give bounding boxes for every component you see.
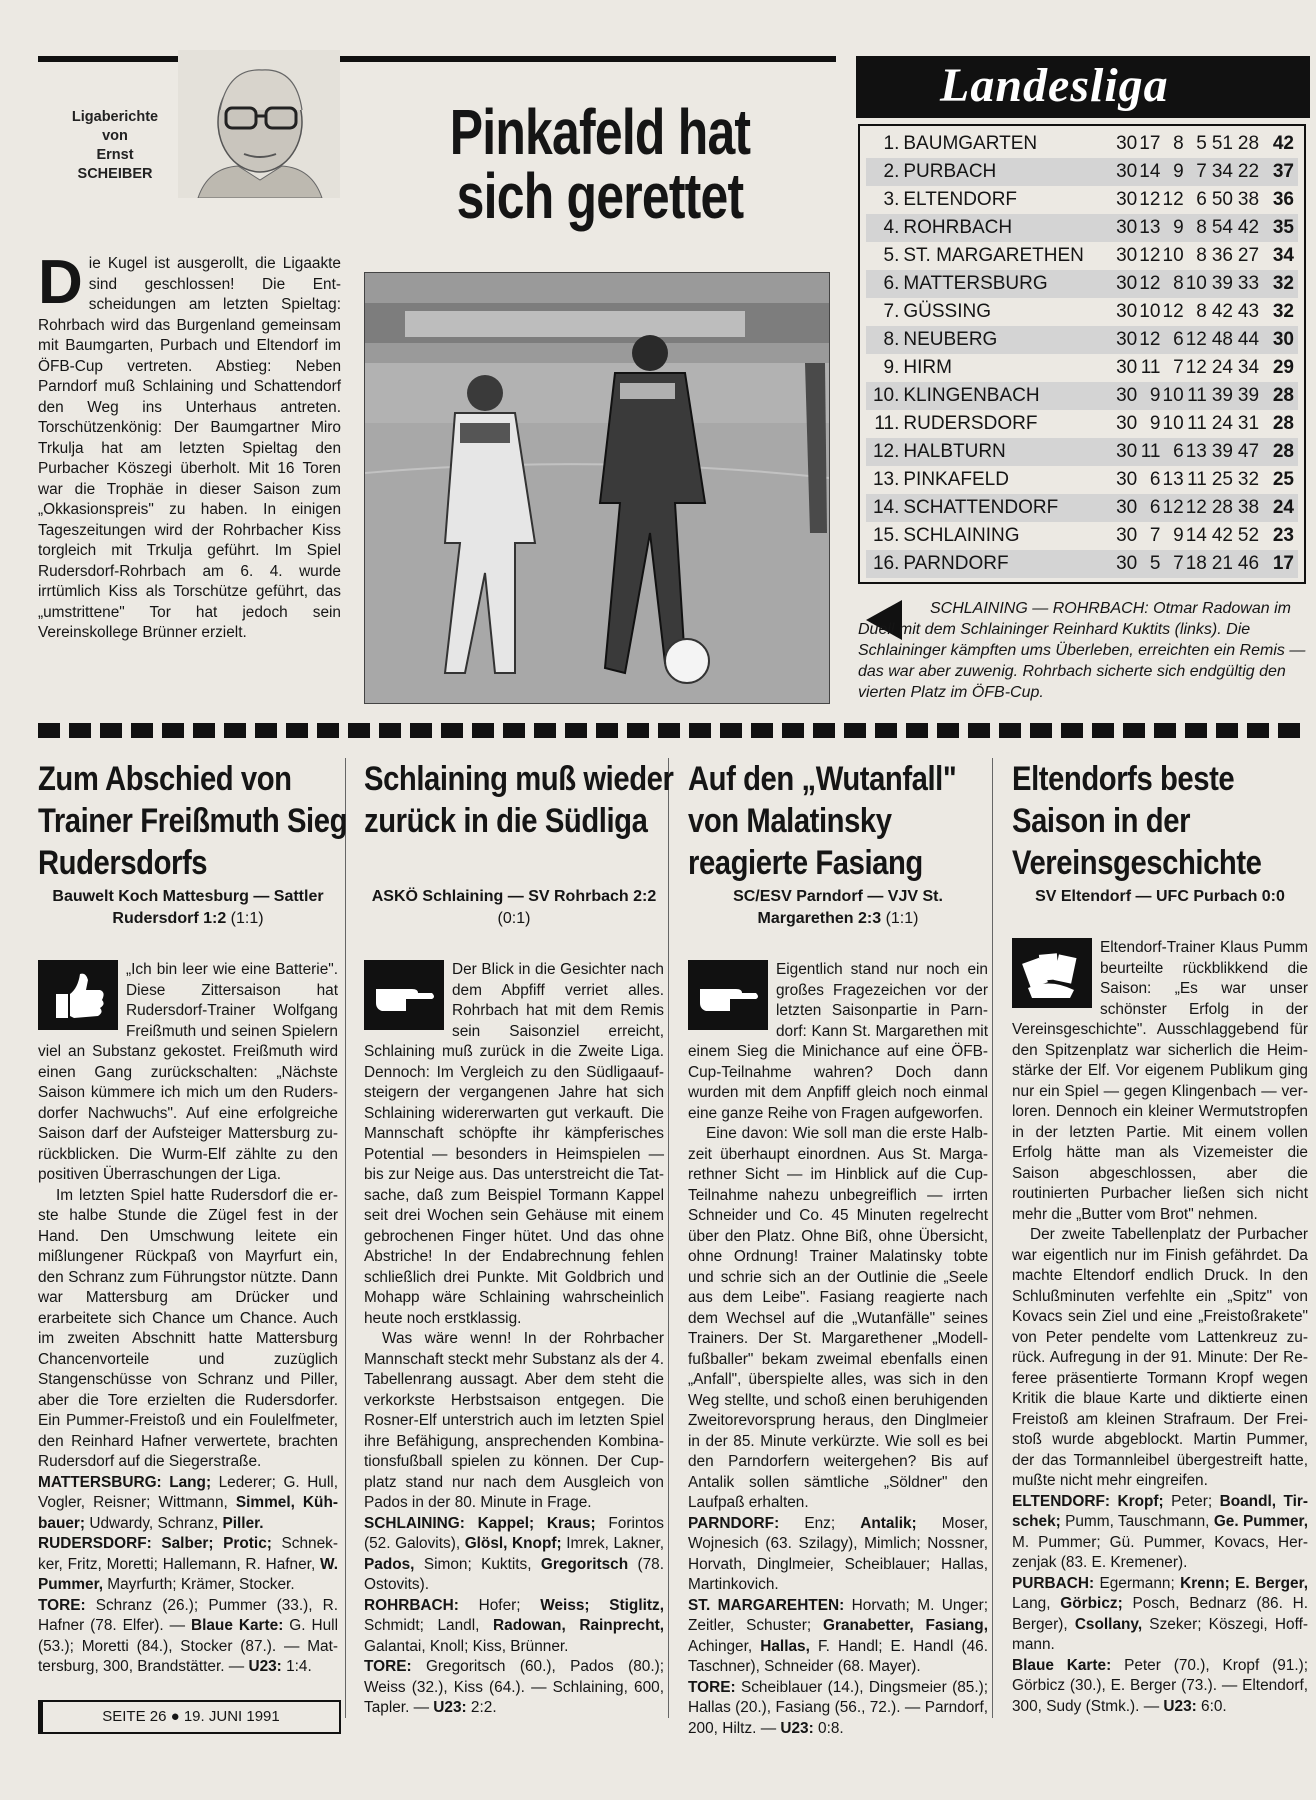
divider-square	[224, 723, 246, 738]
cell-team-name: NEUBERG	[903, 326, 1111, 354]
divider-square	[38, 723, 60, 738]
cell-draws: 7	[1173, 357, 1184, 378]
cell-goals-against: 27	[1237, 245, 1260, 266]
divider-square	[1247, 723, 1269, 738]
article-1-title: Zum Abschied von Trainer Freißmuth Sieg Rudersdorfs	[38, 760, 348, 882]
league-table-row	[866, 130, 1298, 158]
divider-square	[813, 723, 835, 738]
page-footer: SEITE 26 ● 19. JUNI 1991	[38, 1700, 341, 1734]
cell-draws: 6	[1160, 326, 1183, 354]
cell-goals-against: 33	[1233, 270, 1259, 298]
league-table-row	[866, 326, 1298, 354]
article-4-p1: Eltendorf-Trainer Klaus Pumm beurteilte rückblikkend die Saison: „Es war unser schönster Erfolg in der Vereinsgeschichte". Ausschlaggebend für den Spitzenplatz war sicherlich die Heimstärke der Elf. Vor eigenem Publikum ging nur ein Spiel — gegen Klingenbach — verloren. Dennoch ein kleiner Wermutstropfen in der letzten Partie. Mit einem vollen Erfolg hätte man als Vizemeister die Saison abgeschlossen, aber die routinierten Purbacher ließen sich nicht mehr die „Butter vom Brot" nehmen.	[1012, 939, 1308, 1223]
article-eltendorf	[1012, 758, 1308, 1717]
cell-games: 30	[1116, 189, 1138, 210]
cell-team-name: SCHLAINING	[903, 525, 1020, 546]
cell-losses: 11	[1184, 382, 1207, 410]
cell-team-name: MATTERSBURG	[903, 270, 1111, 298]
divider-square	[751, 723, 773, 738]
cell-games: 30	[1116, 469, 1138, 490]
cell-team-name: RUDERSDORF	[903, 413, 1038, 434]
cell-goals-against: 38	[1233, 494, 1259, 522]
cell-games: 30	[1116, 301, 1138, 322]
cell-losses: 8	[1184, 214, 1207, 242]
article-2-title: Schlaining muß wieder zurück in die Südliga	[364, 760, 674, 840]
article-3-p2: Eine davon: Wie soll man die erste Halbzeit überhaupt einordnen. Aus St. Margarethner Sicht — im Hinblick auf die Cup-Teilnahme nahezu unbegreiflich — irrten Schneider und Co. 45 Minuten regelrecht über den Platz. Ohne Biß, ohne Übersicht, ohne Ordnung! Trainer Malatinsky tobte und schrie sich an der Outlinie die „Seele aus dem Leibe". Fasiang reagierte nach dem Wechsel auf die „Wutanfälle" seines Trainers. Der St. Margarethener „Modellfußballer" bekam zweimal ebenfalls einen „Anfall", überspielte alles, was sich in den Weg stellte, und schoß einen beruhigenden Zweitorevorsprung heraus, den Dinglmeier in der 85. Minute verkürzte. Wie soll es bei den Parndorfern weitergehen? Bis auf Antalik sollen sämtliche „Söldner" den Laufpaß erhalten.	[688, 1125, 988, 1511]
divider-square	[379, 723, 401, 738]
thumbs-up-icon	[38, 960, 118, 1030]
cell-goals-against: 39	[1233, 382, 1259, 410]
cell-draws: 12	[1160, 494, 1183, 522]
cell-losses: 8	[1196, 301, 1207, 322]
article-4-lineup: ELTENDORF: Kropf; Peter; Boandl, Tirschek; Pumm, Tauschmann, Ge. Pummer, M. Pummer; Gü. Pummer, Kovacs, Herzenjak (83. E. Kremener). PURBACH: Egermann; Krenn; E. Berger, Lang, Görbicz; Posch, Bednarz (86. H. Berger), Csollany, Szeker; Köszegi, Hoffmann. Blaue Karte: Peter (70.), Kropf (91.); Görbicz (30.), E. Berger (73.). — Eltendorf, 300, Sudy (Stmk.). — U23: 6:0.	[1012, 1492, 1308, 1715]
divider-square	[1030, 723, 1052, 738]
cell-losses: 12	[1184, 326, 1207, 354]
cell-draws: 9	[1160, 214, 1183, 242]
article-schlaining	[364, 758, 674, 1719]
cell-rank: 14.	[866, 494, 903, 522]
cell-draws: 10	[1160, 382, 1183, 410]
cell-losses: 12	[1184, 494, 1207, 522]
article-1-p2: Im letzten Spiel hatte Rudersdorf die erste halbe Stunde die Zügel fest in der Hand. Den Umschwung leitete ein mißlungener Rückpaß von Mayrfurt ein, den Schranz zum Führungstor nützte. Dann war Mattersburg am Drücker und erarbeitete sich Chance um Chance. Auch im zweiten Abschnitt hatte Mattersburg Chancenvorteile und zuzüglich Stangenschüsse von Schranz und Piller, aber die Tore erzielten die Rudersdorfer. Ein Pummer-Freistoß und ein Foulelfmeter, den Reinhard Hafner verwertete, brachten Rudersdorf auf die Siegerstraße.	[38, 1186, 338, 1470]
cell-goals-for: 54	[1207, 214, 1233, 242]
cell-losses: 11	[1187, 413, 1207, 434]
cell-goals-for: 39	[1207, 270, 1233, 298]
article-4-p2: Der zweite Tabellenplatz der Purbacher war eigentlich nur im Finish gefährdet. Da machte Eltendorf endlich Druck. In den Schlußminuten verfehlte ein „Spitz" von Kovacs sein Ziel und eine „Freistoßrakete" von Peter pendelte vom Lattenkreuz zurück. Aufregung in der 91. Minute: Der Referee präsentierte Tormann Kropf wegen Kritik die blaue Karte und diktierte einen Freistoß am kleinen Strafraum. Der Freistoß wurde abgeblockt. Martin Pummer, der das Tormannleibel übergestreift hatte, mußte nicht mehr eingreifen.	[1012, 1226, 1308, 1489]
league-table-row	[866, 410, 1298, 438]
cell-games: 30	[1111, 270, 1137, 298]
cell-wins: 9	[1149, 413, 1161, 434]
cell-points: 28	[1259, 382, 1298, 410]
cell-draws: 8	[1173, 133, 1184, 154]
divider-square	[1278, 723, 1300, 738]
article-parndorf	[688, 758, 988, 1739]
article-3-p1: Eigentlich stand nur noch ein großes Fragezeichen vor der letzten Saisonpartie in Parndorf: Kann St. Margarethen mit einem Sieg die Minichance auf eine ÖFB-Cup-Teilnahme wahren? Doch dann wurden mit dem Anpfiff gleich noch einmal eine ganze Reihe von Fragen aufgeworfen.	[688, 961, 988, 1122]
cell-draws: 13	[1162, 469, 1184, 490]
byline	[40, 108, 190, 184]
cell-points: 25	[1272, 469, 1294, 490]
cell-goals-against: 22	[1233, 158, 1259, 186]
main-headline	[330, 96, 870, 232]
cell-rank: 3.	[883, 189, 900, 210]
divider-square	[503, 723, 525, 738]
cell-points: 24	[1259, 494, 1298, 522]
league-table-box	[858, 124, 1306, 584]
author-portrait	[178, 50, 340, 198]
cell-games: 30	[1116, 245, 1138, 266]
cell-rank: 5.	[883, 245, 900, 266]
cell-games: 30	[1111, 494, 1137, 522]
cell-rank: 15.	[872, 525, 900, 546]
divider-square	[317, 723, 339, 738]
cell-draws: 7	[1160, 550, 1183, 578]
divider-square	[906, 723, 928, 738]
cell-rank: 6.	[866, 270, 903, 298]
cell-losses: 14	[1185, 525, 1207, 546]
cell-games: 30	[1116, 525, 1138, 546]
cell-rank: 1.	[883, 133, 900, 154]
league-table	[866, 130, 1298, 578]
cell-draws: 10	[1162, 413, 1184, 434]
cell-games: 30	[1111, 326, 1137, 354]
cell-wins: 5	[1137, 550, 1160, 578]
divider-square	[689, 723, 711, 738]
cell-points: 35	[1259, 214, 1298, 242]
divider-square	[193, 723, 215, 738]
cell-draws: 12	[1162, 301, 1184, 322]
cell-goals-against: 28	[1237, 133, 1260, 154]
cell-goals-for: 21	[1207, 550, 1233, 578]
article-1-body	[38, 960, 338, 1473]
top-rule-mid	[278, 56, 836, 62]
divider-square	[348, 723, 370, 738]
cell-wins: 17	[1139, 133, 1161, 154]
cell-points: 36	[1272, 189, 1294, 210]
top-rule-left	[38, 56, 188, 62]
divider-square	[1185, 723, 1207, 738]
league-table-row	[866, 158, 1298, 186]
cell-points: 37	[1259, 158, 1298, 186]
league-table-row	[866, 438, 1298, 466]
divider-square	[286, 723, 308, 738]
divider-square	[441, 723, 463, 738]
cell-wins: 11	[1140, 357, 1161, 378]
cell-losses: 12	[1185, 357, 1207, 378]
cell-wins: 9	[1137, 382, 1160, 410]
league-table-row	[866, 186, 1298, 214]
article-4-teams: SV Eltendorf — UFC Purbach 0:0	[1035, 888, 1285, 905]
article-3-body	[688, 960, 988, 1514]
cell-points: 42	[1272, 133, 1294, 154]
cell-rank: 16.	[866, 550, 903, 578]
byline-line-3: Ernst	[96, 147, 134, 163]
cell-draws: 9	[1173, 525, 1184, 546]
byline-line-1: Ligaberichte	[71, 109, 159, 125]
cell-wins: 10	[1139, 301, 1161, 322]
league-table-row	[866, 466, 1298, 494]
divider-square	[565, 723, 587, 738]
cell-games: 30	[1116, 357, 1138, 378]
cell-goals-for: 51	[1211, 133, 1233, 154]
cell-goals-for: 25	[1211, 469, 1233, 490]
cell-goals-against: 47	[1233, 438, 1259, 466]
cell-goals-against: 31	[1237, 413, 1260, 434]
cell-goals-against: 34	[1237, 357, 1260, 378]
column-rule-2	[668, 758, 669, 1718]
article-2-lineup: SCHLAINING: Kappel; Kraus; Forintos (52. Galovits), Glösl, Knopf; Imrek, Lakner, Pados, Simon; Kuktits, Gregoritsch (78. Ostovits). ROHRBACH: Hofer; Weiss; Stiglitz, Schmidt; Landl, Radowan, Rainprecht, Galantai, Knoll; Kiss, Brünner. TORE: Gregoritsch (60.), Pados (80.); Weiss (32.), Kiss (64.). — Schlaining, 600, Tapler. — U23: 2:2.	[364, 1514, 665, 1716]
cell-goals-for: 42	[1211, 525, 1233, 546]
divider-square	[937, 723, 959, 738]
cell-losses: 10	[1184, 270, 1207, 298]
divider-square	[720, 723, 742, 738]
league-table-row	[866, 214, 1298, 242]
cell-losses: 8	[1196, 245, 1207, 266]
lead-article	[38, 248, 341, 644]
pointing-hand-icon	[688, 960, 768, 1030]
cell-goals-for: 36	[1211, 245, 1233, 266]
cell-goals-for: 34	[1207, 158, 1233, 186]
cell-team-name: HALBTURN	[903, 438, 1111, 466]
league-title: Landesliga	[940, 59, 1169, 112]
lead-dropcap: D	[38, 248, 83, 317]
cell-draws: 12	[1162, 189, 1184, 210]
league-table-row	[866, 522, 1298, 550]
cell-goals-for: 24	[1211, 357, 1233, 378]
divider-square	[968, 723, 990, 738]
article-mattersburg	[38, 758, 348, 1678]
cell-losses: 18	[1184, 550, 1207, 578]
cell-goals-for: 48	[1207, 326, 1233, 354]
cell-wins: 6	[1149, 469, 1161, 490]
cell-goals-against: 44	[1233, 326, 1259, 354]
article-3-teams: SC/ESV Parndorf — VJV St. Margarethen 2:3 (1:1)	[733, 888, 943, 927]
cell-goals-against: 42	[1233, 214, 1259, 242]
cell-draws: 8	[1160, 270, 1183, 298]
cell-points: 32	[1259, 270, 1298, 298]
cell-draws: 10	[1162, 245, 1184, 266]
photo-caption: SCHLAINING — ROHRBACH: Otmar Radowan im Duell mit dem Schlaininger Reinhard Kuktits (links). Die Schlaininger kämpften ums Überleben, erreichten ein Remis — das war aber zuwenig. Rohrbach sicherte sich endgültig den vierten Platz im ÖFB-Cup.	[858, 600, 1306, 701]
cell-team-name: GÜSSING	[903, 301, 991, 322]
headline-line-1: Pinkafeld hat	[449, 96, 751, 168]
divider-square	[1061, 723, 1083, 738]
cell-team-name: PINKAFELD	[903, 469, 1009, 490]
cell-rank: 13.	[872, 469, 900, 490]
article-2-teams: ASKÖ Schlaining — SV Rohrbach 2:2 (0:1)	[371, 888, 657, 927]
cell-points: 28	[1259, 438, 1298, 466]
cell-losses: 13	[1184, 438, 1207, 466]
divider-square	[472, 723, 494, 738]
divider-square	[162, 723, 184, 738]
cell-rank: 9.	[883, 357, 900, 378]
divider-square	[875, 723, 897, 738]
cell-wins: 12	[1139, 245, 1161, 266]
cell-team-name: ROHRBACH	[903, 214, 1111, 242]
article-2-body	[364, 960, 664, 1514]
cell-goals-against: 32	[1237, 469, 1260, 490]
league-table-row	[866, 270, 1298, 298]
pointing-hand-icon	[364, 960, 444, 1030]
cell-points: 32	[1272, 301, 1294, 322]
divider-square	[100, 723, 122, 738]
cell-games: 30	[1111, 550, 1137, 578]
article-1-p1: „Ich bin leer wie eine Batterie". Diese Zittersaison hat Rudersdorf-Trainer Wolfgang Freißmuth und seinen Spielern viel an Substanz gekostet. Freißmuth wird einen Gang zurückschalten: „Nächste Saison kümmere ich mich um den Rudersdorfer Nachwuchs". Auf eine erfolgreiche Saison darf der Aufsteiger Mattersburg zurückblicken. Die Wurm-Elf zählte zu den positiven Überraschungen der Liga.	[38, 961, 338, 1183]
cell-team-name: HIRM	[903, 357, 952, 378]
divider-square	[596, 723, 618, 738]
league-table-row	[866, 298, 1298, 326]
cell-wins: 6	[1137, 494, 1160, 522]
cell-games: 30	[1116, 413, 1138, 434]
cell-goals-for: 50	[1211, 189, 1233, 210]
cell-points: 29	[1272, 357, 1294, 378]
cell-goals-against: 43	[1237, 301, 1260, 322]
column-rule-1	[345, 758, 346, 1718]
cell-points: 34	[1272, 245, 1294, 266]
cell-goals-for: 39	[1207, 438, 1233, 466]
cell-team-name: ST. MARGARETHEN	[903, 245, 1084, 266]
league-header-bar	[856, 56, 1310, 118]
lead-text: ie Kugel ist ausgerollt, die Ligaakte sind geschlossen! Die Entscheidungen am letzten Spieltag: Rohrbach wird das Burgenland gemeinsam mit Baumgarten, Purbach und Eltendorf im ÖFB-Cup vertreten. Abstieg: Neben Parndorf muß Schlaining und Schattendorf den Weg ins Unterhaus antreten. Torschützenkönig: Der Baumgartner Miro Trkulja hat am letzten Spieltag den Purbacher Köszegi überholt. Mit 16 Toren war die Trophäe in dieser Saison zum „Okkasionspreis" zu haben. In einigen Tageszeitungen wird der Rohrbacher Kiss torgleich mit Trkulja geführt. Im Spiel Rudersdorf-Rohrbach am 6. 4. wurde irrtümlich Kiss als Torschütze geführt, das „umstrittene" Tor hat jedoch sein Vereinskollege Brünner erzielt.	[38, 255, 341, 641]
cell-points: 30	[1259, 326, 1298, 354]
divider-square	[999, 723, 1021, 738]
article-1-lineup: MATTERSBURG: Lang; Lederer; G. Hull, Vogler, Reisner; Wittmann, Simmel, Kühbauer; Udwardy, Schranz, Piller. RUDERSDORF: Salber; Protic; Schnekker, Fritz, Moretti; Hallemann, R. Hafner, W. Pummer, Mayrfurth; Krämer, Stocker. TORE: Schranz (26.); Pummer (33.), R. Hafner (78. Elfer). — Blaue Karte: G. Hull (53.); Moretti (84.), Stocker (87.). — Mattersburg, 300, Brandstätter. — U23: 1:4.	[38, 1473, 338, 1675]
divider-square	[534, 723, 556, 738]
cell-games: 30	[1111, 158, 1137, 186]
cell-goals-for: 28	[1207, 494, 1233, 522]
divider-square	[1092, 723, 1114, 738]
divider-square	[844, 723, 866, 738]
cell-rank: 11.	[874, 413, 900, 434]
cell-rank: 7.	[883, 301, 900, 322]
playing-cards-icon	[1012, 938, 1092, 1008]
divider-square	[1216, 723, 1238, 738]
divider-square	[627, 723, 649, 738]
byline-line-2: von	[102, 128, 128, 144]
cell-goals-against: 38	[1237, 189, 1260, 210]
league-table-row	[866, 494, 1298, 522]
article-4-body	[1012, 938, 1308, 1492]
cell-goals-against: 46	[1233, 550, 1259, 578]
cell-team-name: SCHATTENDORF	[903, 494, 1111, 522]
cell-games: 30	[1111, 214, 1137, 242]
cell-goals-for: 39	[1207, 382, 1233, 410]
cell-wins: 14	[1137, 158, 1160, 186]
section-divider	[38, 723, 1310, 738]
cell-draws: 6	[1160, 438, 1183, 466]
cell-team-name: PARNDORF	[903, 550, 1111, 578]
match-photo	[364, 272, 830, 704]
article-4-title: Eltendorfs beste Saison in der Vereinsgeschichte	[1012, 760, 1262, 882]
cell-goals-against: 52	[1237, 525, 1260, 546]
cell-draws: 9	[1160, 158, 1183, 186]
article-1-teams: Bauwelt Koch Mattesburg — Sattler Rudersdorf 1:2 (1:1)	[52, 888, 324, 927]
cell-goals-for: 42	[1211, 301, 1233, 322]
cell-wins: 11	[1137, 438, 1160, 466]
cell-team-name: ELTENDORF	[903, 189, 1018, 210]
divider-square	[410, 723, 432, 738]
cell-team-name: PURBACH	[903, 158, 1111, 186]
cell-wins: 12	[1139, 189, 1161, 210]
cell-wins: 12	[1137, 326, 1160, 354]
cell-rank: 4.	[866, 214, 903, 242]
cell-wins: 7	[1149, 525, 1161, 546]
cell-goals-for: 24	[1211, 413, 1233, 434]
league-table-row	[866, 550, 1298, 578]
divider-square	[131, 723, 153, 738]
cell-team-name: BAUMGARTEN	[903, 133, 1038, 154]
league-table-row	[866, 354, 1298, 382]
league-table-row	[866, 382, 1298, 410]
byline-line-4: SCHEIBER	[77, 166, 153, 182]
headline-line-2: sich gerettet	[456, 160, 744, 232]
cell-points: 23	[1272, 525, 1294, 546]
divider-square	[69, 723, 91, 738]
divider-square	[255, 723, 277, 738]
cell-losses: 7	[1184, 158, 1207, 186]
cell-games: 30	[1111, 382, 1137, 410]
divider-square	[1123, 723, 1145, 738]
cell-team-name: KLINGENBACH	[903, 382, 1111, 410]
cell-wins: 13	[1137, 214, 1160, 242]
cell-rank: 10.	[866, 382, 903, 410]
cell-rank: 8.	[866, 326, 903, 354]
cell-rank: 12.	[866, 438, 903, 466]
article-2-p2: Was wäre wenn! In der Rohrbacher Mannschaft steckt mehr Substanz als der 4. Tabellenrang aussagt. Aber dem steht die verkorkste Herbstsaison entgegen. Die Rosner-Elf unterstrich auch im letzten Spiel ihre Befähigung, ansprechenden Kombinationsfußball spielen zu können. Der Cupplatz stand nur nach dem Ausgleich von Pados in der 80. Minute in Frage.	[364, 1330, 664, 1511]
article-3-lineup: PARNDORF: Enz; Antalik; Moser, Wojnesich (63. Szilagy), Mimlich; Nossner, Horvath, Dinglmeier, Scheiblauer; Hallas, Martinkovich. ST. MARGAREHTEN: Horvath; M. Unger; Zeitler, Schuster; Granabetter, Fasiang, Achinger, Hallas, F. Handl; E. Handl (46. Taschner), Schneider (68. Mayer). TORE: Scheiblauer (14.), Dingsmeier (85.); Hallas (20.), Fasiang (56., 72.). — Parndorf, 200, Hiltz. — U23: 0:8.	[688, 1514, 988, 1737]
article-2-p1: Der Blick in die Gesichter nach dem Abpfiff verriet alles. Rohrbach hat mit dem Remis sein Saisonziel erreicht, Schlaining muß zurück in die Zweite Liga. Dennoch: Im Vergleich zu den Südligaaufsteigern der vergangenen Jahre hat sich Schlaining widererwarten gut verkauft. Die Mannschaft schöpfte ihr kämpferisches Potential — besonders in Heimspielen — bis zur Neige aus. Das unterstreicht die Tatsache, daß zum Beispiel Tormann Kappel seit drei Wochen sein Gehäuse mit einem gebrochenen Finger hütet. Und das ohne Abstriche! In der Endabrechnung fehlen schließlich drei Punkte. Mit Goldbrich und Mohapp wäre Schlaining wahrscheinlich heute noch erstklassig.	[364, 961, 664, 1327]
column-rule-3	[992, 758, 993, 1718]
cell-losses: 11	[1187, 469, 1207, 490]
cell-points: 17	[1259, 550, 1298, 578]
cell-wins: 12	[1137, 270, 1160, 298]
divider-square	[782, 723, 804, 738]
cell-rank: 2.	[866, 158, 903, 186]
league-table-row	[866, 242, 1298, 270]
divider-square	[658, 723, 680, 738]
cell-games: 30	[1116, 133, 1138, 154]
cell-losses: 6	[1196, 189, 1207, 210]
cell-losses: 5	[1196, 133, 1207, 154]
divider-square	[1154, 723, 1176, 738]
article-3-title: Auf den „Wutanfall" von Malatinsky reagierte Fasiang	[688, 760, 957, 882]
cell-games: 30	[1111, 438, 1137, 466]
cell-points: 28	[1272, 413, 1294, 434]
